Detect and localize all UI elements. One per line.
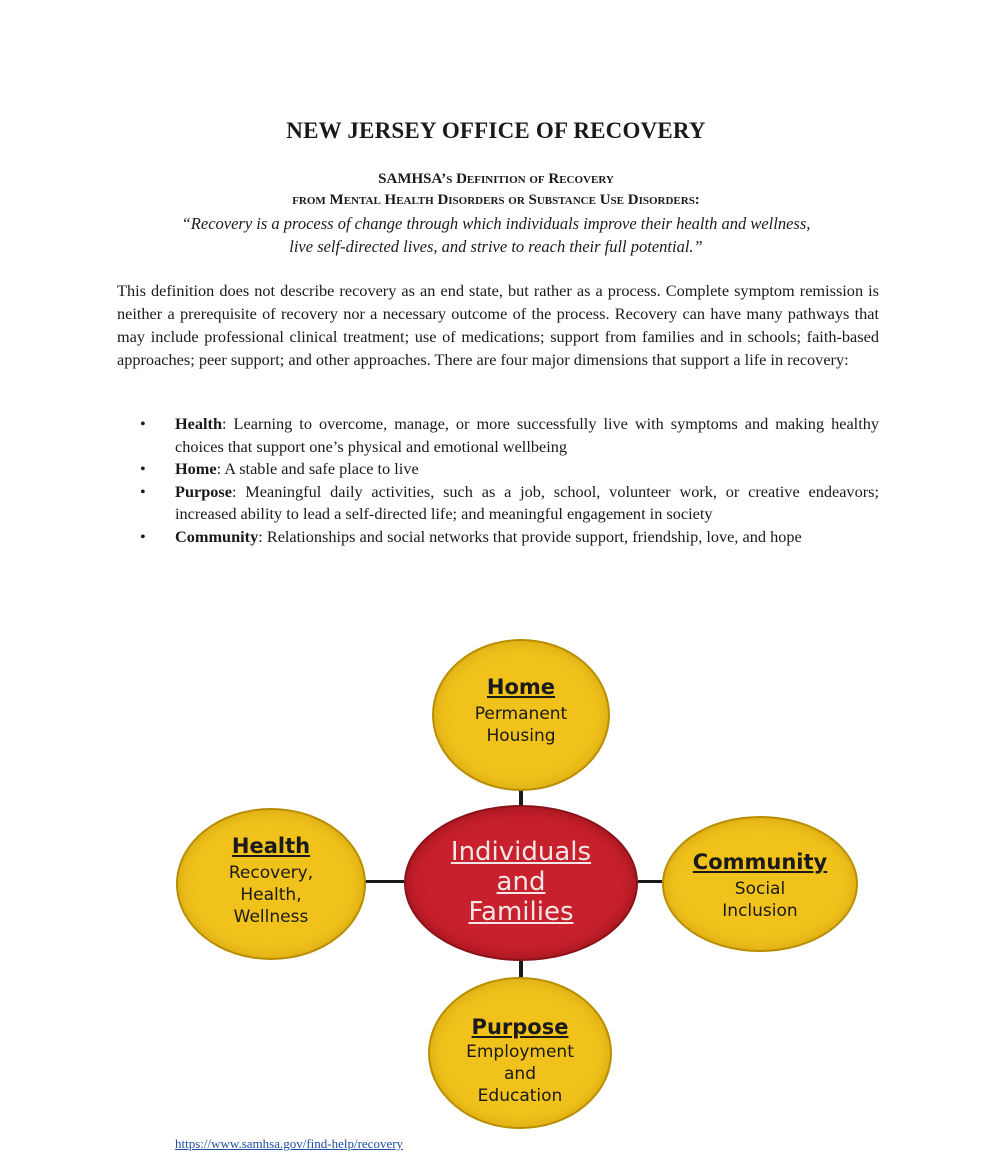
bullet-icon: • [140,414,146,433]
bullet-text: : Learning to overcome, manage, or more successfully live with symptoms and making healthy choices that support one’s physical and emotional wellbeing [175,414,879,456]
dimensions-list [138,413,879,548]
page-title: NEW JERSEY OFFICE OF RECOVERY [286,118,706,143]
list-item-community [138,526,879,549]
node-home-text: Permanent Housing [474,704,568,746]
bullet-text: : A stable and safe place to live [216,459,419,478]
quote-line-2: live self-directed lives, and strive to reach their full potential.” [289,237,703,256]
samhsa-recovery-link[interactable]: https://www.samhsa.gov/find-help/recovery [175,1136,404,1151]
bullet-term: Home [175,459,217,478]
subheading-definition: SAMHSA’s Definition of Recovery [378,171,614,187]
definition-paragraph: This definition does not describe recovery as an end state, but rather as a process. Complete symptom remission is neither a prerequisite of recovery nor a necessary outcome of the process. Recovery can have many pathways that may include professional clinical treatment; use of medications; support from families and in schools; faith-based approaches; peer support; and other approaches. There are four major dimensions that support a life in recovery: [117,281,879,369]
connector-community [638,880,662,883]
node-health-heading: Health [231,834,311,858]
node-health-text: Recovery, Health, Wellness [228,863,314,927]
bullet-term: Health [175,414,223,433]
node-purpose [428,977,612,1129]
connector-purpose [519,961,523,977]
node-community [662,816,858,952]
quote-line-1: “Recovery is a process of change through which individuals improve their health and wellness, [181,214,811,233]
list-item-health [138,413,879,458]
bullet-text: : Relationships and social networks that provide support, friendship, love, and hope [258,526,802,546]
recovery-quote [100,212,892,258]
bullet-icon: • [140,481,146,501]
connector-home [519,790,523,806]
node-individuals-families [404,805,638,961]
list-item-purpose [138,481,879,526]
bullet-term: Community [175,526,259,546]
node-purpose-text: Employment and Education [466,1042,574,1106]
node-home [432,639,610,791]
subheading-disorders: from Mental Health Disorders or Substance Use Disorders: [292,192,700,208]
bullet-icon: • [140,459,146,478]
node-health [176,808,366,960]
node-community-text: Social Inclusion [722,879,798,921]
list-item-home [138,458,879,481]
bullet-term: Purpose [175,481,232,501]
bullet-text: : Meaningful daily activities, such as a job, school, volunteer work, or creative endeavors; increased ability to lead a self-directed life; and meaningful engagement in society [175,481,879,523]
node-home-heading: Home [486,675,556,699]
connector-health [365,880,404,883]
node-community-heading: Community [692,850,828,874]
node-purpose-heading: Purpose [471,1015,569,1039]
center-label: Individuals and Families [450,837,592,927]
bullet-icon: • [140,526,146,546]
